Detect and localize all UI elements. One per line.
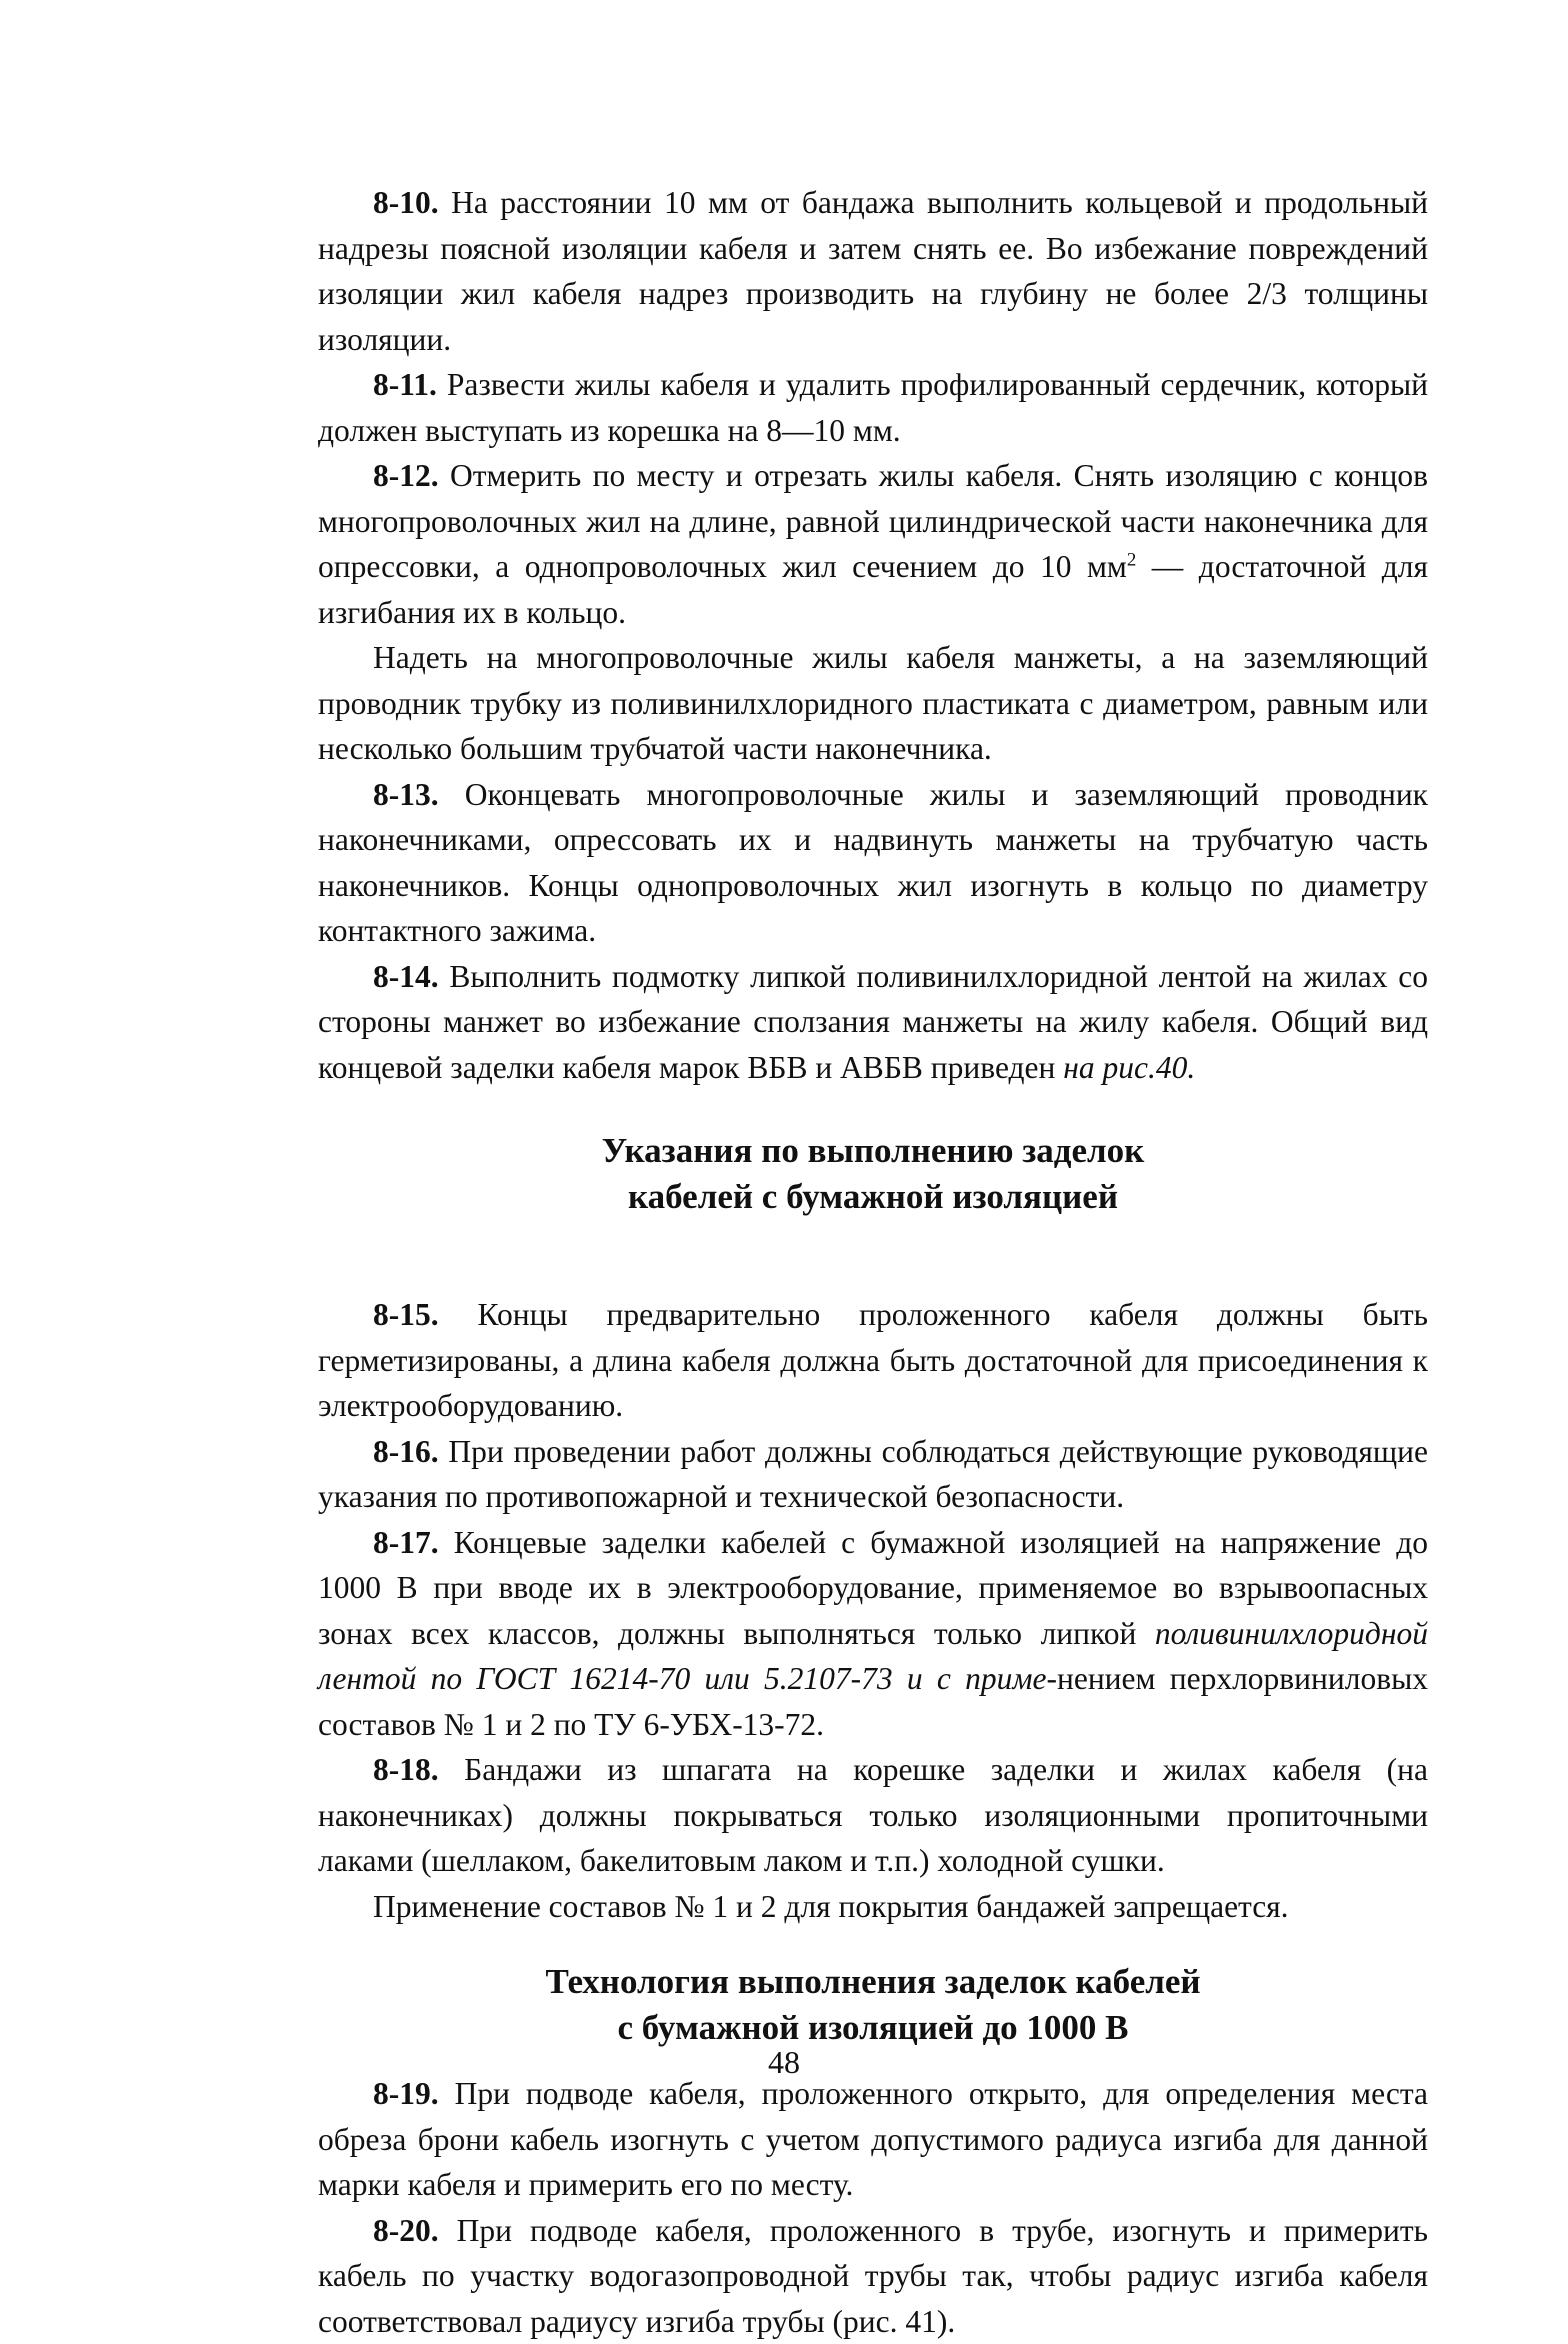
clause-text: Развести жилы кабеля и удалить профилированный сердечник, который должен выступать из корешка на 8—10 мм. (318, 367, 1428, 448)
clause-number: 8-18. (373, 1752, 439, 1787)
paragraph-8-15 (318, 1292, 1428, 1429)
clause-number: 8-11. (373, 367, 437, 402)
clause-number: 8-12. (373, 458, 439, 493)
clause-text: Концы предварительно проложенного кабеля должны быть герметизированы, а длина кабеля должна быть достаточной для присоединения к электрооборудованию. (318, 1297, 1428, 1423)
clause-text-continued: — достаточной для изгибания их в кольцо. (318, 549, 1428, 630)
heading-line: Технология выполнения заделок кабелей (318, 1959, 1428, 2005)
paragraph-8-12-continued (318, 635, 1428, 772)
paragraph-8-11 (318, 362, 1428, 453)
clause-text: При подводе кабеля, проложенного в трубе, изогнуть и примерить кабель по участку водогазопроводной трубы так, чтобы радиус изгиба кабеля соответствовал радиусу изгиба трубы (рис. 41). (318, 2213, 1428, 2339)
clause-number: 8-16. (373, 1434, 439, 1469)
clause-text: При подводе кабеля, проложенного открыто, для определения места обреза брони кабель изогнуть с учетом допустимого радиуса изгиба для данной марки кабеля и примерить его по месту. (318, 2076, 1428, 2202)
clause-text: Выполнить подмотку липкой поливинилхлоридной лентой на жилах со стороны манжет во избежание сползания манжеты на жилу кабеля. Общий вид концевой заделки кабеля марок ВБВ и АВБВ приведен (318, 959, 1428, 1085)
paragraph-8-14 (318, 954, 1428, 1091)
page-body (318, 180, 1428, 2344)
clause-text: Концевые заделки кабелей с бумажной изоляцией на напряжение до 1000 В при вводе их в электрооборудование, применяемое во взрывоопасных зонах всех классов, должны выполняться только липкой (318, 1525, 1428, 1651)
heading-line: с бумажной изоляцией до 1000 В (318, 2005, 1428, 2051)
clause-number: 8-15. (373, 1297, 439, 1332)
clause-text-continued: нением перхлорвиниловых составов № 1 и 2 по ТУ 6-УБХ-13-72. (318, 1661, 1428, 1742)
heading-line: Указания по выполнению заделок (318, 1128, 1428, 1174)
standard-reference: поливинилхлоридной лентой по ГОСТ 16214-70 или 5.2107-73 и с приме- (318, 1616, 1428, 1697)
clause-text: Бандажи из шпагата на корешке заделки и жилах кабеля (на наконечниках) должны покрываться только изоляционными пропиточными лаками (шеллаком, бакелитовым лаком и т.п.) холодной сушки. (318, 1752, 1428, 1878)
clause-number: 8-14. (373, 959, 439, 994)
section-heading-1 (318, 1128, 1428, 1220)
clause-number: 8-17. (373, 1525, 439, 1560)
clause-text: При проведении работ должны соблюдаться действующие руководящие указания по противопожарной и технической безопасности. (318, 1434, 1428, 1515)
paragraph-8-10 (318, 180, 1428, 362)
section-heading-2 (318, 1959, 1428, 2051)
clause-text: Применение составов № 1 и 2 для покрытия бандажей запрещается. (373, 1889, 1289, 1924)
paragraph-8-17 (318, 1520, 1428, 1748)
clause-text: Оконцевать многопроволочные жилы и заземляющий проводник наконечниками, опрессовать их и надвинуть манжеты на трубчатую часть наконечников. Концы однопроволочных жил изогнуть в кольцо по диаметру контактного зажима. (318, 777, 1428, 949)
paragraph-8-19 (318, 2071, 1428, 2208)
clause-text: Отмерить по месту и отрезать жилы кабеля. Снять изоляцию с концов многопроволочных жил на длине, равной цилиндрической части наконечника для опрессовки, а однопроволочных жил сечением до 10 мм (318, 458, 1428, 584)
paragraph-8-16 (318, 1429, 1428, 1520)
paragraph-8-20 (318, 2208, 1428, 2344)
page-number: 48 (0, 2044, 1568, 2081)
clause-text: На расстоянии 10 мм от бандажа выполнить кольцевой и продольный надрезы поясной изоляции кабеля и затем снять ее. Во избежание повреждений изоляции жил кабеля надрез производить на глубину не более 2/3 толщины изоляции. (318, 185, 1428, 357)
clause-number: 8-10. (373, 185, 439, 220)
paragraph-8-18 (318, 1747, 1428, 1884)
paragraph-8-12 (318, 453, 1428, 635)
superscript: 2 (1127, 550, 1136, 571)
paragraph-8-13 (318, 772, 1428, 954)
clause-number: 8-13. (373, 777, 439, 812)
clause-number: 8-19. (373, 2076, 439, 2111)
figure-reference: на рис.40. (1063, 1050, 1195, 1085)
paragraph-8-18-continued (318, 1884, 1428, 1930)
clause-number: 8-20. (373, 2213, 439, 2248)
clause-text: Надеть на многопроволочные жилы кабеля манжеты, а на заземляющий проводник трубку из поливинилхлоридного пластиката с диаметром, равным или несколько большим трубчатой части наконечника. (318, 640, 1428, 766)
heading-line: кабелей с бумажной изоляцией (318, 1174, 1428, 1220)
